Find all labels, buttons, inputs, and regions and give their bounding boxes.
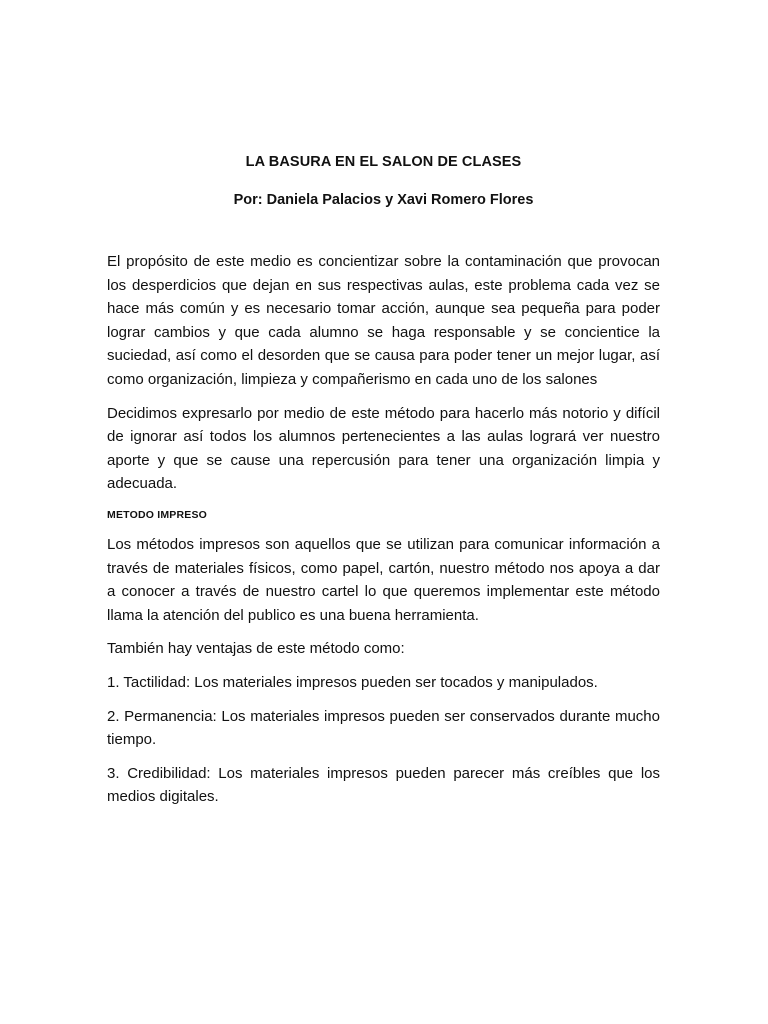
paragraph-advantages-intro: También hay ventajas de este método como: [107, 640, 405, 658]
document-title: LA BASURA EN EL SALON DE CLASES [245, 154, 522, 170]
paragraph-purpose: El propósito de este medio es concientizar sobre la contaminación que provocan los desperdicios que dejan en sus respectivas aulas, este problema cada vez se hace más común y es necesario tomar acción, aunque sea pequeña para poder lograr cambios y que cada alumno se haga responsable y se concientice la suciedad, así como el desorden que se causa para poder tener un mejor lugar, así como organización, limpieza y compañerismo en cada uno de los salones [107, 253, 660, 388]
section-heading: METODO IMPRESO [107, 508, 208, 521]
list-item: 2. Permanencia: Los materiales impresos pueden ser conservados durante mucho tiempo. [107, 707, 660, 749]
document-body [107, 152, 660, 809]
list-item: 3. Credibilidad: Los materiales impresos pueden parecer más creíbles que los medios digitales. [107, 764, 660, 806]
document-authors: Por: Daniela Palacios y Xavi Romero Flores [233, 192, 534, 208]
list-item: 1. Tactilidad: Los materiales impresos pueden ser tocados y manipulados. [107, 673, 598, 691]
paragraph-printed-methods: Los métodos impresos son aquellos que se utilizan para comunicar información a través de materiales físicos, como papel, cartón, nuestro método nos apoya a dar a conocer a través de nuestro cartel lo que queremos implementar este método llama la atención del publico es una buena herramienta. [107, 535, 660, 624]
paragraph-method-choice: Decidimos expresarlo por medio de este método para hacerlo más notorio y difícil de ignorar así todos los alumnos pertenecientes a las aulas logrará ver nuestro aporte y que se cause una repercusión para tener una organización limpia y adecuada. [107, 404, 660, 493]
